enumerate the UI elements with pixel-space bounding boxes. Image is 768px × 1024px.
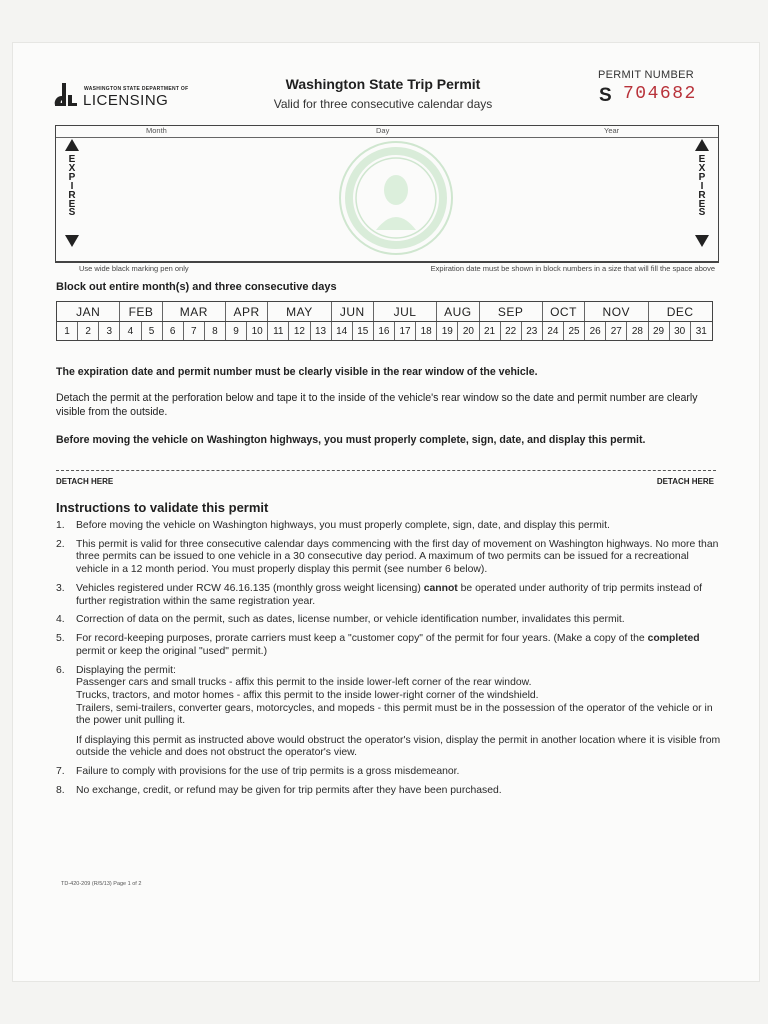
month-cell[interactable]: JAN (57, 302, 120, 321)
day-cell[interactable]: 5 (142, 322, 163, 340)
agency-small-text: WASHINGTON STATE DEPARTMENT OF (84, 86, 189, 92)
day-cell[interactable]: 31 (695, 325, 707, 337)
expiration-box[interactable] (55, 125, 719, 262)
permit-number-label: PERMIT NUMBER (598, 69, 694, 81)
arrow-down-icon (695, 235, 709, 247)
arrow-up-icon (65, 139, 79, 151)
day-cell[interactable]: 11 (268, 322, 289, 340)
list-item: 5. For record-keeping purposes, prorate carriers must keep a "customer copy" of the permit for four years. (Make a copy of the completed permit or keep the original "used" permit.) (56, 633, 700, 657)
day-cell[interactable]: 16 (374, 322, 395, 340)
day-cell[interactable]: 8 (205, 322, 226, 340)
day-cell[interactable]: 29 (649, 322, 670, 340)
page-subtitle: Valid for three consecutive calendar days (273, 97, 493, 111)
before-moving-notice: Before moving the vehicle on Washington highways, you must properly complete, sign, date, and display this permit. (56, 434, 646, 446)
expires-right-text: EXPIRES (698, 154, 706, 219)
day-cell[interactable]: 12 (289, 322, 310, 340)
list-item: 6. Displaying the permit: Passenger cars and small trucks - affix this permit to the inside lower-left corner of the rear window. Trucks, tractors, and motor homes - affix this permit to the inside lower-right corner of the windshield. Trailers, semi-trailers, converter gears, motorcycles, and mopeds - this permit must be in the possession of the operator of the vehicle or in the power unit pulling it. If displaying this permit as instructed above would obstruct the operator's vision, display the permit in another location where it is visible from outside the vehicle and does not obstruct the operator's view. (56, 664, 721, 759)
year-label: Year (604, 126, 620, 135)
day-cell[interactable]: 28 (627, 322, 648, 340)
arrow-down-icon (65, 235, 79, 247)
page-title: Washington State Trip Permit (285, 76, 481, 92)
detach-instructions: Detach the permit at the perforation below and tape it to the inside of the vehicle's rear window so the date and permit number are clearly visible from the outside. (56, 392, 698, 418)
expires-left-text: EXPIRES (68, 154, 76, 219)
day-cell[interactable]: 2 (78, 322, 99, 340)
permit-prefix: S (599, 85, 612, 106)
month-cell[interactable]: DEC (666, 304, 694, 319)
detach-here-left: DETACH HERE (56, 477, 114, 486)
permit-number: 704682 (623, 84, 697, 104)
day-cell[interactable]: 9 (226, 322, 247, 340)
expiration-header (56, 126, 718, 138)
day-cell[interactable]: 17 (395, 322, 416, 340)
list-item: 1. Before moving the vehicle on Washington highways, you must properly complete, sign, date, and display this permit. (56, 520, 610, 531)
day-cell[interactable]: 4 (120, 322, 141, 340)
arrow-up-icon (695, 139, 709, 151)
instructions-list (56, 520, 721, 804)
calendar-title: Block out entire month(s) and three consecutive days (56, 281, 337, 293)
list-item: 3. Vehicles registered under RCW 46.16.135 (monthly gross weight licensing) cannot be operated under authority of trip permits instead of further registration within the same registration year. (56, 582, 703, 607)
month-day-calendar (56, 301, 713, 341)
day-cell[interactable]: 21 (480, 322, 501, 340)
day-cell[interactable]: 18 (416, 322, 437, 340)
marking-pen-note: Use wide black marking pen only (79, 264, 189, 273)
permit-page (12, 42, 760, 982)
day-cell[interactable]: 26 (585, 322, 606, 340)
day-cell[interactable]: 1 (57, 322, 78, 340)
detach-here-right: DETACH HERE (656, 477, 714, 486)
month-cell[interactable]: APR (226, 302, 268, 321)
day-cell[interactable]: 14 (332, 322, 353, 340)
month-cell[interactable]: JUL (374, 302, 437, 321)
day-cell[interactable]: 6 (163, 322, 184, 340)
day-label: Day (376, 126, 390, 135)
day-cell[interactable]: 7 (184, 322, 205, 340)
expiration-footer (55, 262, 719, 272)
day-cell[interactable]: 15 (353, 322, 374, 340)
months-row (57, 302, 712, 322)
month-cell[interactable]: JUN (332, 302, 374, 321)
form-code: TD-420-209 (R/5/13) Page 1 of 2 (61, 881, 142, 887)
list-item: 4. Correction of data on the permit, such as dates, license number, or vehicle identification number, invalidates this permit. (56, 614, 625, 626)
day-cell[interactable]: 23 (522, 322, 543, 340)
month-cell[interactable]: AUG (437, 302, 479, 321)
expires-right (692, 139, 712, 261)
day-cell[interactable]: 24 (543, 322, 564, 340)
day-cell[interactable]: 3 (99, 322, 120, 340)
block-numbers-note: Expiration date must be shown in block numbers in a size that will fill the space above (430, 264, 715, 273)
list-item: 2. This permit is valid for three consecutive calendar days commencing with the first day of movement on Washington highways. No more than three permits can be issued to one vehicle in a 30 consecutive day period. A maximum of two permits can be issued for a recreational vehicle in a 12 month period. You must properly display this permit (see number 6 below). (56, 538, 719, 576)
day-cell[interactable]: 13 (311, 322, 332, 340)
month-cell[interactable]: FEB (120, 302, 162, 321)
month-cell[interactable]: NOV (585, 302, 648, 321)
expires-left (62, 139, 82, 261)
day-cell[interactable]: 20 (458, 322, 479, 340)
rear-window-notice: The expiration date and permit number must be clearly visible in the rear window of the vehicle. (56, 366, 538, 378)
month-cell[interactable]: SEP (480, 302, 543, 321)
day-cell[interactable]: 10 (247, 322, 268, 340)
list-item: 8. No exchange, credit, or refund may be given for trip permits after they have been purchased. (56, 785, 502, 797)
dol-logo (53, 81, 203, 111)
day-cell[interactable]: 25 (564, 322, 585, 340)
agency-name: LICENSING (83, 92, 169, 109)
month-label: Month (146, 126, 167, 135)
days-row (57, 322, 712, 340)
dol-logo-icon (53, 81, 79, 109)
month-cell[interactable]: MAY (268, 302, 331, 321)
list-item: 7. Failure to comply with provisions for the use of trip permits is a gross misdemeanor. (56, 766, 460, 778)
day-cell[interactable]: 27 (606, 322, 627, 340)
day-cell[interactable]: 30 (670, 322, 691, 340)
state-seal-watermark (336, 138, 456, 258)
instructions-title: Instructions to validate this permit (56, 500, 269, 515)
month-cell[interactable]: OCT (543, 302, 585, 321)
perforation-line[interactable] (56, 470, 716, 471)
month-cell[interactable]: MAR (163, 302, 226, 321)
day-cell[interactable]: 19 (437, 322, 458, 340)
day-cell[interactable]: 22 (501, 322, 522, 340)
